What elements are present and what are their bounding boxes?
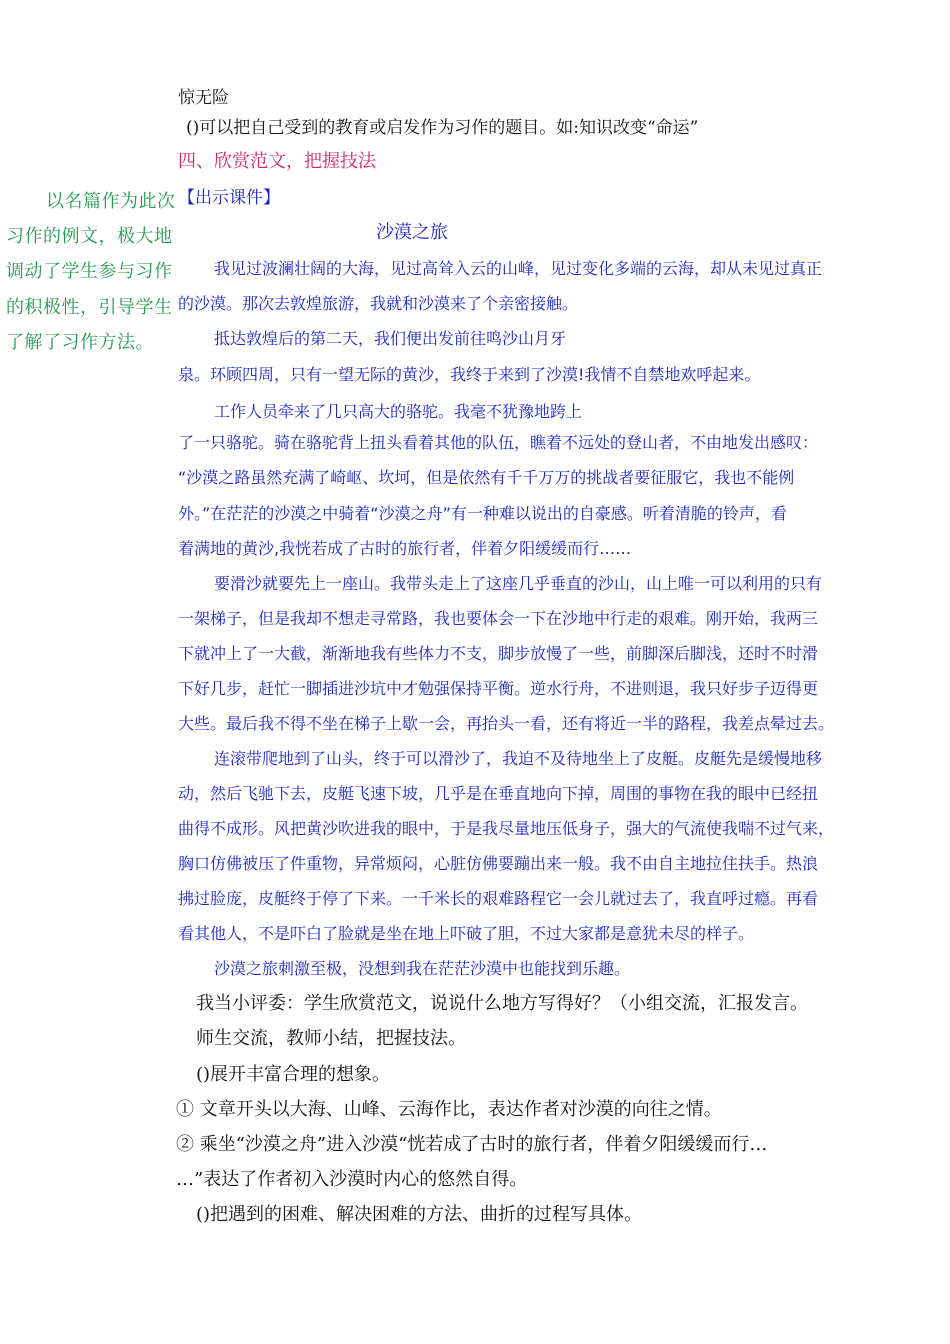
analysis-line: ② 乘坐“沙漠之舟”进入沙漠“恍若成了古时的旅行者，伴着夕阳缓缓而行… bbox=[176, 1134, 768, 1155]
essay-line: 工作人员牵来了几只高大的骆驼。我毫不犹豫地跨上 bbox=[214, 402, 583, 421]
analysis-line: …”表达了作者初入沙漠时内心的悠然自得。 bbox=[176, 1169, 528, 1190]
analysis-line: 师生交流，教师小结，把握技法。 bbox=[196, 1028, 466, 1049]
analysis-line: ()展开丰富合理的想象。 bbox=[196, 1064, 391, 1085]
essay-line: 看其他人，不是吓白了脸就是坐在地上吓破了胆，不过大家都是意犹未尽的样子。 bbox=[178, 924, 755, 943]
sidenote-line: 调动了学生参与习作 bbox=[6, 261, 173, 282]
essay-line: 一架梯子，但是我却不想走寻常路，我也要体会一下在沙地中行走的艰难。刚开始，我两三 bbox=[178, 609, 819, 628]
essay-line: 了一只骆驼。骑在骆驼背上扭头看着其他的队伍，瞧着不远处的登山者，不由地发出感叹： bbox=[178, 433, 819, 452]
essay-line: 下好几步，赶忙一脚插进沙坑中才勉强保持平衡。逆水行舟，不进则退，我只好步子迈得更 bbox=[178, 679, 819, 698]
essay-line: 外。”在茫茫的沙漠之中骑着“沙漠之舟”有一种难以说出的自豪感。听着清脆的铃声，看 bbox=[178, 504, 787, 523]
essay-line: 曲得不成形。风把黄沙吹进我的眼中，于是我尽量地压低身子，强大的气流使我喘不过气来， bbox=[178, 819, 835, 838]
essay-line: 连滚带爬地到了山头，终于可以滑沙了，我迫不及待地坐上了皮艇。皮艇先是缓慢地移 bbox=[214, 749, 823, 768]
sidenote-line: 的积极性，引导学生 bbox=[6, 297, 173, 318]
top-line-2: ()可以把自己受到的教育或启发作为习作的题目。如:知识改变“命运” bbox=[186, 118, 699, 138]
sidenote-line: 习作的例文，极大地 bbox=[6, 226, 173, 247]
essay-line: 下就冲上了一大截，渐渐地我有些体力不支，脚步放慢了一些，前脚深后脚浅，还时不时滑 bbox=[178, 644, 819, 663]
top-line-1: 惊无险 bbox=[178, 88, 229, 108]
essay-line: 动，然后飞驰下去，皮艇飞速下坡，几乎是在垂直地向下掉，周围的事物在我的眼中已经扭 bbox=[178, 784, 819, 803]
essay-line: 拂过脸庞，皮艇终于停了下来。一千米长的艰难路程它一会儿就过去了，我直呼过瘾。再看 bbox=[178, 889, 819, 908]
sidenote-line: 了解了习作方法。 bbox=[6, 332, 154, 353]
essay-line: 要滑沙就要先上一座山。我带头走上了这座几乎垂直的沙山，山上唯一可以利用的只有 bbox=[214, 574, 823, 593]
essay-line: 胸口仿佛被压了件重物，异常烦闷，心脏仿佛要蹦出来一般。我不由自主地拉住扶手。热浪 bbox=[178, 854, 819, 873]
analysis-line: 我当小评委：学生欣赏范文，说说什么地方写得好？（小组交流，汇报发言。 bbox=[196, 993, 808, 1014]
essay-line: 的沙漠。那次去敦煌旅游，我就和沙漠来了个亲密接触。 bbox=[178, 294, 579, 313]
analysis-line: ()把遇到的困难、解决困难的方法、曲折的过程写具体。 bbox=[196, 1204, 643, 1225]
analysis-line: ① 文章开头以大海、山峰、云海作比，表达作者对沙漠的向往之情。 bbox=[176, 1099, 722, 1120]
courseware-label: 【出示课件】 bbox=[178, 188, 280, 208]
sidenote-line: 以名篇作为此次 bbox=[46, 191, 176, 212]
essay-line: 抵达敦煌后的第二天，我们便出发前往鸣沙山月牙 bbox=[214, 329, 567, 348]
section-heading: 四、欣赏范文，把握技法 bbox=[178, 151, 376, 172]
essay-line: 泉。环顾四周，只有一望无际的黄沙，我终于来到了沙漠!我情不自禁地欢呼起来。 bbox=[178, 365, 761, 384]
essay-line: 大些。最后我不得不坐在梯子上歇一会，再抬头一看，还有将近一半的路程，我差点晕过去。 bbox=[178, 714, 835, 733]
essay-line: 我见过波澜壮阔的大海，见过高耸入云的山峰，见过变化多端的云海，却从未见过真正 bbox=[214, 259, 823, 278]
essay-title: 沙漠之旅 bbox=[376, 222, 448, 243]
essay-line: 沙漠之旅刺激至极，没想到我在茫茫沙漠中也能找到乐趣。 bbox=[214, 959, 631, 978]
essay-line: 着满地的黄沙,我恍若成了古时的旅行者，伴着夕阳缓缓而行…… bbox=[178, 539, 632, 558]
essay-line: “沙漠之路虽然充满了崎岖、坎坷，但是依然有千千万万的挑战者要征服它，我也不能例 bbox=[178, 468, 795, 487]
